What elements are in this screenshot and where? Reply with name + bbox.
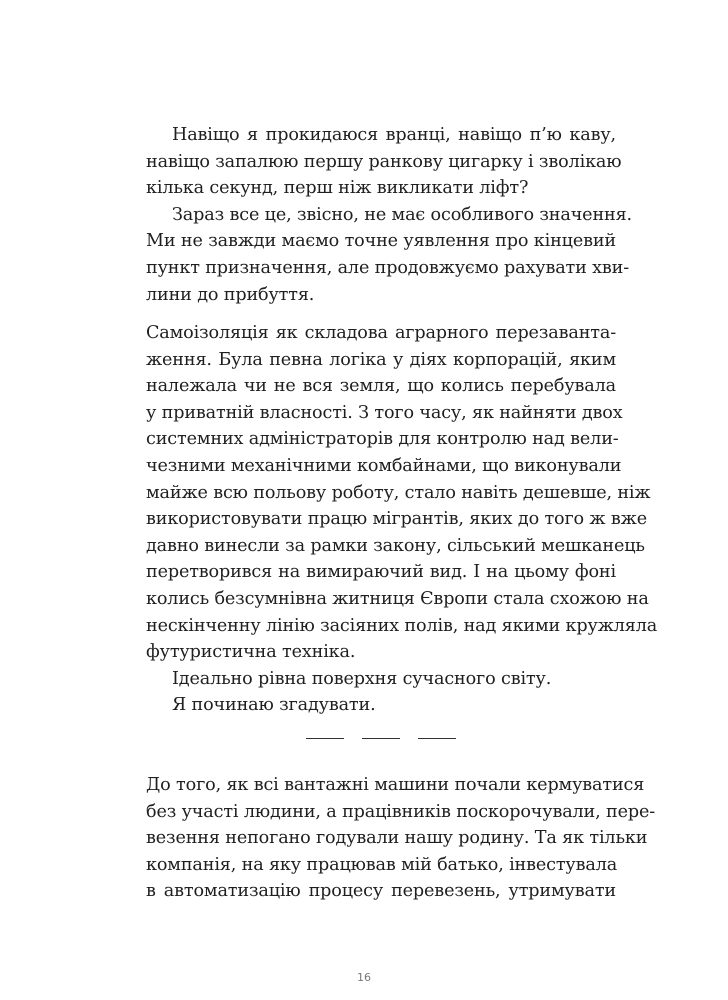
section-separator — [306, 738, 456, 742]
text-line: Ідеально рівна поверхня сучасного світу. — [172, 668, 552, 689]
text-line: нескінченну лінію засіяних полів, над якими кружляла — [146, 615, 658, 636]
text-line: перетворився на вимираючий вид. І на цьому фоні — [146, 562, 616, 583]
paragraph-group-trucks — [146, 772, 656, 905]
text-line: везення непогано годували нашу родину. Та як тільки — [146, 828, 648, 849]
text-line: Навіщо я прокидаюся вранці, навіщо п’ю каву, — [172, 125, 616, 145]
text-line: в автоматизацію процесу перевезень, утримувати — [146, 881, 616, 902]
separator-dash — [362, 738, 400, 739]
text-line: без участі людини, а працівників поскорочували, пере- — [146, 801, 656, 822]
text-line: Ми не завжди маємо точне уявлення про кінцевий — [146, 231, 616, 252]
text-line: навіщо запалюю першу ранкову цигарку і зволікаю — [146, 151, 622, 172]
text-line: футуристична техніка. — [146, 642, 356, 663]
text-line: Зараз все це, звісно, не має особливого значення. — [172, 204, 632, 225]
text-line: у приватній власності. З того часу, як найняти двох — [146, 402, 623, 423]
text-line: компанія, на яку працював мій батько, інвестувала — [146, 854, 618, 875]
text-line: кілька секунд, перш ніж викликати ліфт? — [146, 178, 529, 199]
text-line: лини до прибуття. — [146, 284, 315, 305]
page-number: 16 — [357, 971, 371, 984]
text-line: давно винесли за рамки закону, сільський мешканець — [146, 535, 645, 556]
text-line: Самоізоляція як складова аграрного перезаванта- — [146, 323, 616, 343]
paragraph-group-opening — [146, 122, 632, 308]
text-line: майже всю польову роботу, стало навіть дешевше, ніж — [146, 482, 651, 503]
text-line: системних адміністраторів для контролю над вели- — [146, 429, 619, 450]
text-line: чезними механічними комбайнами, що виконували — [146, 455, 622, 476]
text-line: Я починаю згадувати. — [172, 695, 376, 716]
text-line: До того, як всі вантажні машини почали кермуватися — [146, 775, 645, 795]
text-line: пункт призначення, але продовжуємо рахувати хви- — [146, 257, 630, 278]
text-line: ження. Була певна логіка у діях корпорацій, яким — [146, 349, 616, 370]
text-line: використовувати працю мігрантів, яких до того ж вже — [146, 509, 647, 530]
paragraph-group-self-isolation — [146, 320, 658, 719]
separator-dash — [306, 738, 344, 739]
separator-dash — [418, 738, 456, 739]
text-line: колись безсумнівна житниця Європи стала схожою на — [146, 588, 649, 609]
text-line: належала чи не вся земля, що колись перебувала — [146, 376, 616, 397]
